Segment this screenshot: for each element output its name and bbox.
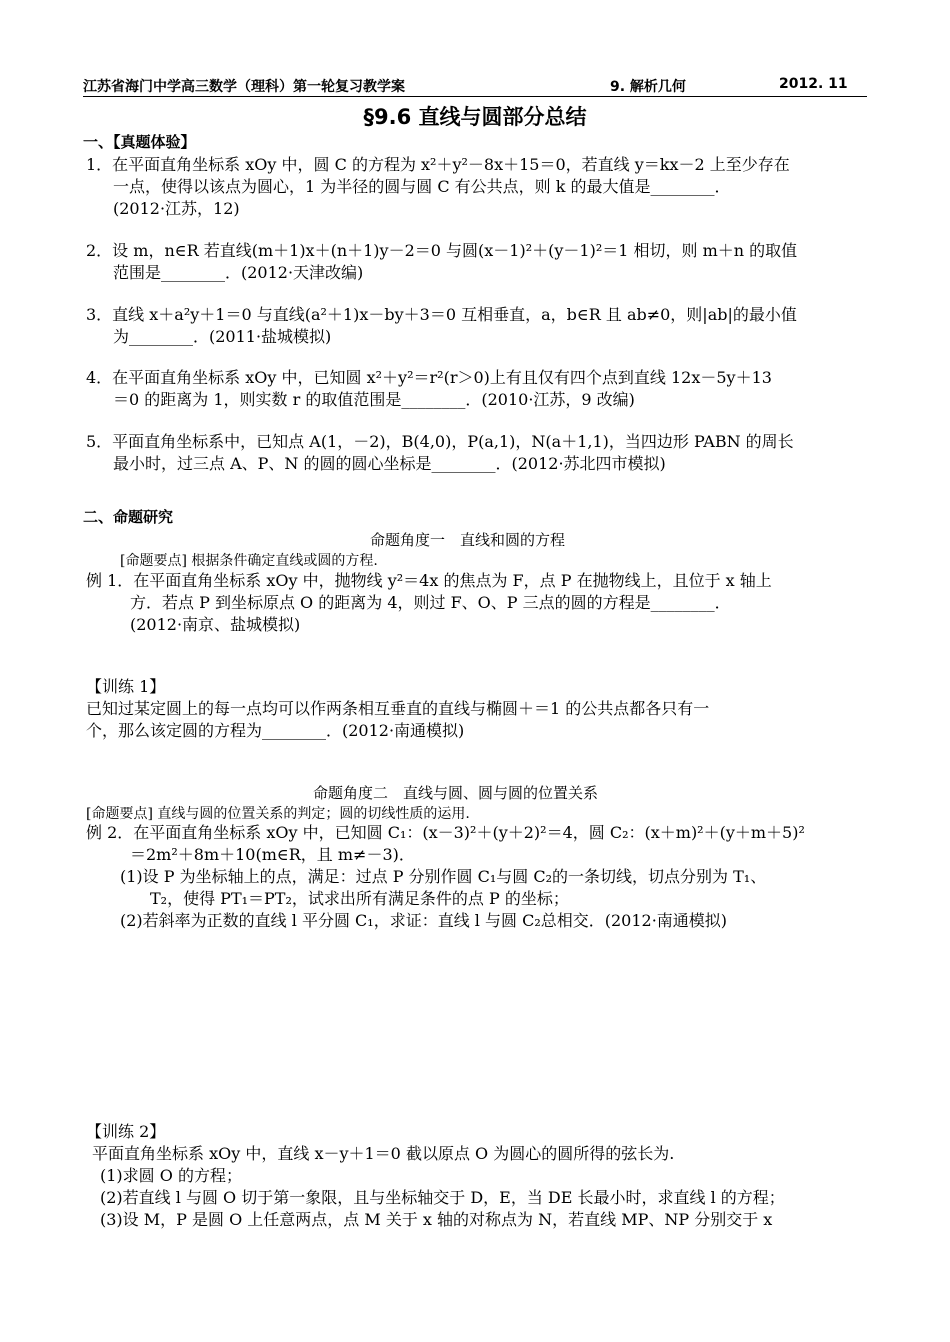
- q2-line2: 范围是________．(2012·天津改编): [113, 263, 364, 282]
- q1-line2: 一点，使得以该点为圆心，1 为半径的圆与圆 C 有公共点，则 k 的最大值是________．: [113, 177, 731, 196]
- page-header: [83, 76, 867, 97]
- example2-line2: ＝2m²＋8m＋10(m∈R，且 m≠－3)．: [130, 845, 415, 864]
- training1-line1: 已知过某定圆上的每一点均可以作两条相互垂直的直线与椭圆＋＝1 的公共点都各只有一: [86, 699, 710, 718]
- example2-line4: T₂，使得 PT₁＝PT₂，试求出所有满足条件的点 P 的坐标；: [150, 889, 569, 908]
- header-course: 江苏省海门中学高三数学（理科）第一轮复习教学案: [83, 79, 405, 95]
- q3-line2: 为________．(2011·盐城模拟): [113, 327, 332, 346]
- training2-line1: 平面直角坐标系 xOy 中，直线 x－y＋1＝0 截以原点 O 为圆心的圆所得的弦长为.: [92, 1144, 675, 1163]
- angle1-point: [命题要点] 根据条件确定直线或圆的方程.: [120, 553, 378, 569]
- example1-line1: 例 1．在平面直角坐标系 xOy 中，抛物线 y²＝4x 的焦点为 F，点 P 在抛物线上，且位于 x 轴上: [86, 571, 772, 590]
- example2-line3: (1)设 P 为坐标轴上的点，满足：过点 P 分别作圆 C₁与圆 C₂的一条切线，切点分别为 T₁、: [120, 867, 767, 886]
- q3-line1: 3．直线 x＋a²y＋1＝0 与直线(a²＋1)x－by＋3＝0 互相垂直，a，b∈R 且 ab≠0，则|ab|的最小值: [86, 305, 797, 324]
- example1-line2: 方．若点 P 到坐标原点 O 的距离为 4，则过 F、O、P 三点的圆的方程是________．: [130, 593, 731, 612]
- example2-line1: 例 2．在平面直角坐标系 xOy 中，已知圆 C₁：(x－3)²＋(y＋2)²＝4，圆 C₂：(x＋m)²＋(y＋m＋5)²: [86, 823, 805, 842]
- q1-line1: 1．在平面直角坐标系 xOy 中，圆 C 的方程为 x²＋y²－8x＋15＝0，若直线 y＝kx－2 上至少存在: [86, 155, 790, 174]
- angle2-title: 命题角度二 直线与圆、圆与圆的位置关系: [313, 784, 599, 802]
- section1-heading: 一、【真题体验】: [83, 133, 196, 151]
- training1-title: 【训练 1】: [86, 677, 166, 696]
- training2-title: 【训练 2】: [86, 1122, 166, 1141]
- header-date: 2012. 11: [779, 76, 848, 92]
- q4-line1: 4．在平面直角坐标系 xOy 中，已知圆 x²＋y²＝r²(r＞0)上有且仅有四个点到直线 12x－5y＋13: [86, 368, 772, 387]
- angle1-title: 命题角度一 直线和圆的方程: [370, 531, 566, 549]
- example1-line3: (2012·南京、盐城模拟): [130, 615, 301, 634]
- q2-line1: 2．设 m，n∈R 若直线(m＋1)x＋(n＋1)y－2＝0 与圆(x－1)²＋(y－1)²＝1 相切，则 m＋n 的取值: [86, 241, 798, 260]
- angle2-point: [命题要点] 直线与圆的位置关系的判定；圆的切线性质的运用.: [86, 806, 470, 822]
- q5-line2: 最小时，过三点 A、P、N 的圆的圆心坐标是________．(2012·苏北四市模拟): [113, 454, 666, 473]
- training2-line2: (1)求圆 O 的方程；: [100, 1166, 242, 1185]
- header-chapter: 9. 解析几何: [610, 79, 686, 95]
- q1-line3: (2012·江苏，12): [113, 199, 240, 218]
- training2-line3: (2)若直线 l 与圆 O 切于第一象限，且与坐标轴交于 D，E，当 DE 长最小时，求直线 l 的方程；: [100, 1188, 785, 1207]
- example2-line5: (2)若斜率为正数的直线 l 平分圆 C₁，求证：直线 l 与圆 C₂总相交．(2012·南通模拟): [120, 911, 728, 930]
- training2-line4: (3)设 M，P 是圆 O 上任意两点，点 M 关于 x 轴的对称点为 N，若直线 MP、NP 分别交于 x: [100, 1210, 773, 1229]
- q4-line2: ＝0 的距离为 1，则实数 r 的取值范围是________．(2010·江苏，9 改编): [113, 390, 635, 409]
- page-title: §9.6 直线与圆部分总结: [363, 105, 587, 129]
- q5-line1: 5．平面直角坐标系中，已知点 A(1，－2)，B(4,0)，P(a,1)，N(a＋1,1)，当四边形 PABN 的周长: [86, 432, 794, 451]
- section2-heading: 二、命题研究: [83, 508, 174, 526]
- training1-line2: 个，那么该定圆的方程为________．(2012·南通模拟): [86, 721, 465, 740]
